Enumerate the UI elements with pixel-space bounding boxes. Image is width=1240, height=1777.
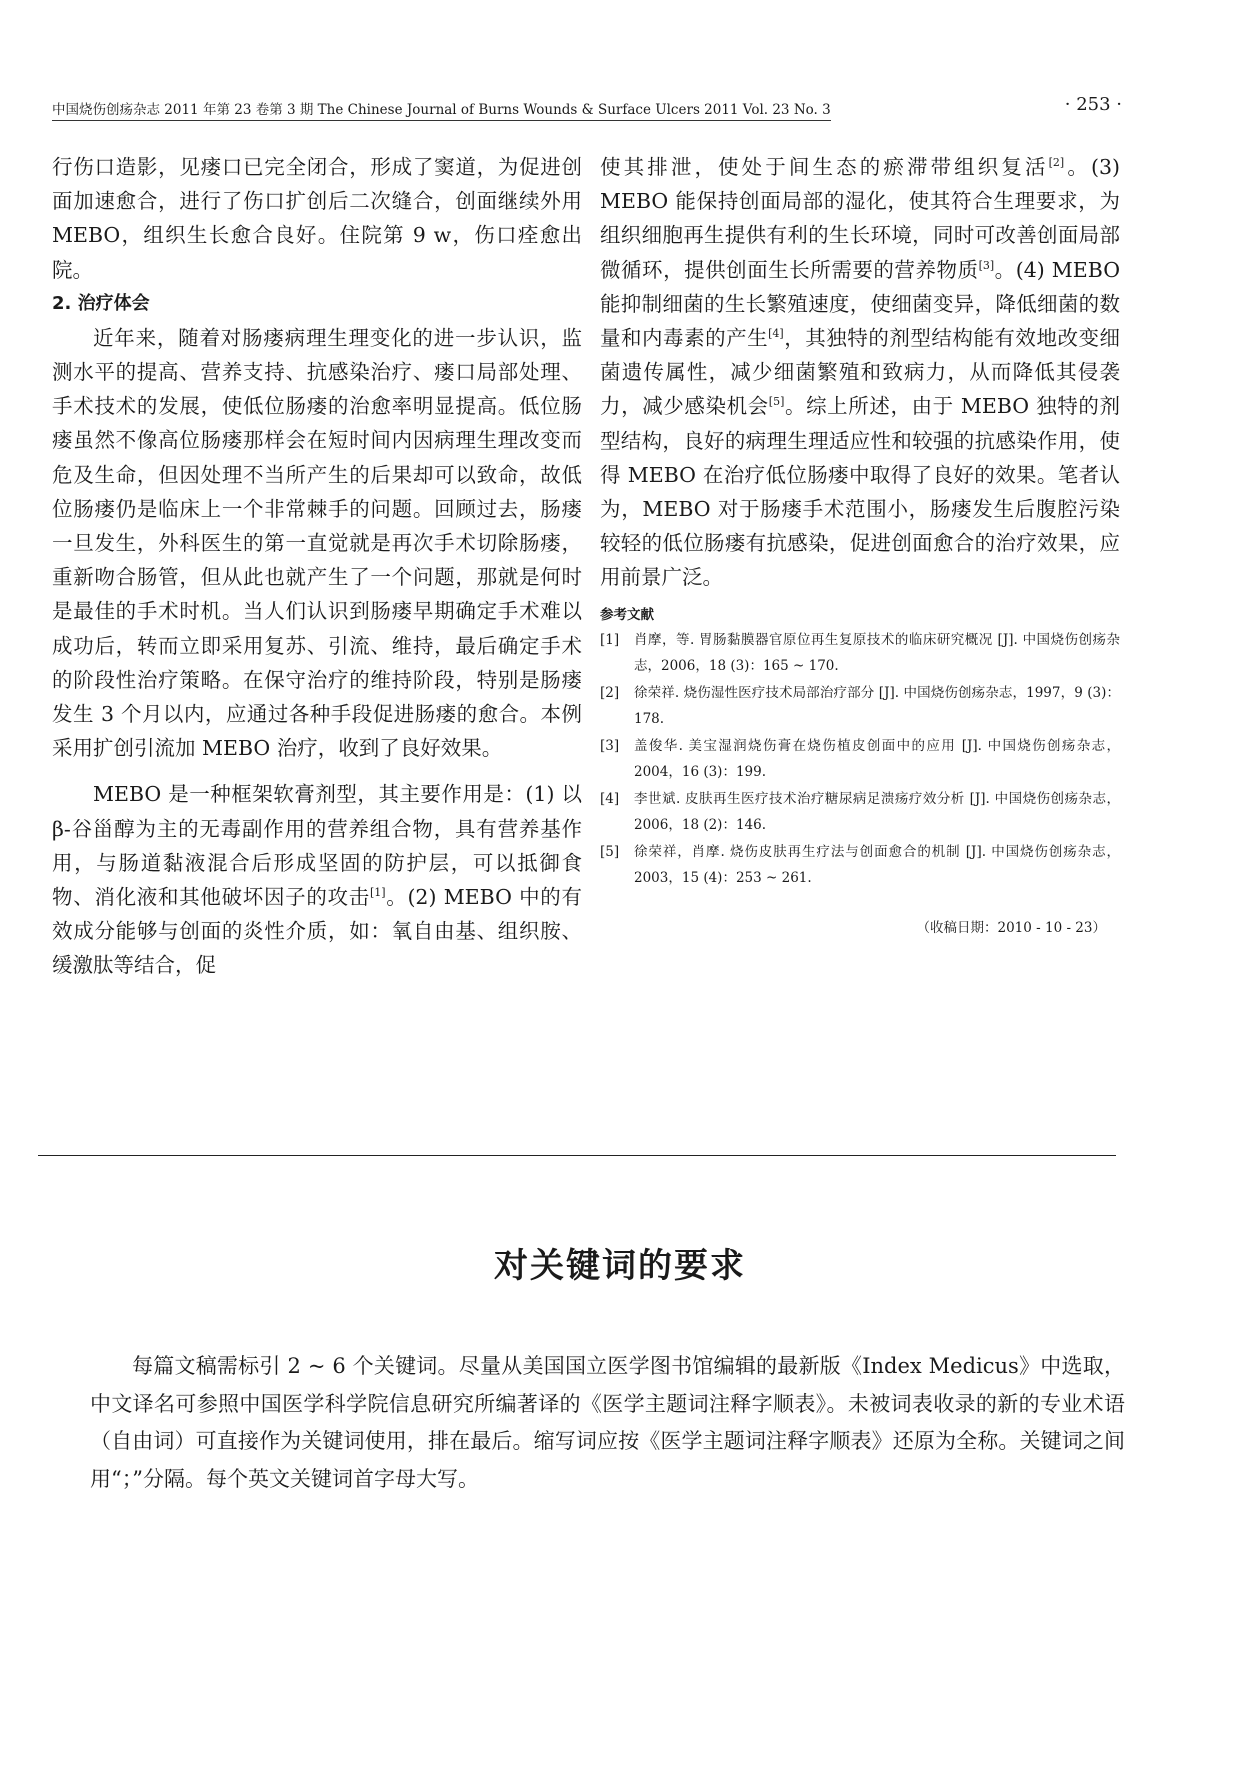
references-heading: 参考文献: [600, 606, 654, 623]
notice-title: 对关键词的要求: [494, 1246, 746, 1286]
reference-item: [600, 733, 1120, 786]
mebo-mechanism-paragraph: [52, 777, 582, 982]
notice-text: 每篇文稿需标引 2 ~ 6 个关键词。尽量从美国国立医学图书馆编辑的最新版《Index Medicus》中选取，中文译名可参照中国医学科学院信息研究所编著译的《医学主题词注释字顺表》。未被词表收录的新的专业术语（自由词）可直接作为关键词使用，排在最后。缩写词应按《医学主题词注释字顺表》还原为全称。关键词之间用“；”分隔。每个英文关键词首字母大写。: [90, 1354, 1125, 1491]
discussion-paragraph: 近年来，随着对肠瘘病理生理变化的进一步认识，监测水平的提高、营养支持、抗感染治疗、瘘口局部处理、手术技术的发展，使低位肠瘘的治愈率明显提高。低位肠瘘虽然不像高位肠瘘那样会在短时间内因病理生理改变而危及生命，但因处理不当所产生的后果却可以致命，故低位肠瘘仍是临床上一个非常棘手的问题。回顾过去，肠瘘一旦发生，外科医生的第一直觉就是再次手术切除肠瘘，重新吻合肠管，但从此也就产生了一个问题，那就是何时是最佳的手术时机。当人们认识到肠瘘早期确定手术难以成功后，转而立即采用复苏、引流、维持，最后确定手术的阶段性治疗策略。在保守治疗的维持阶段，特别是肠瘘发生 3 个月以内，应通过各种手段促进肠瘘的愈合。本例采用扩创引流加 MEBO 治疗，收到了良好效果。: [52, 325, 582, 761]
text-run: ，其独特的剂型结构能有效地改变细菌遗传属性，减少细菌繁殖和致病力，从而降低其侵袭力，减少感染机会: [600, 326, 1121, 419]
reference-list: [600, 627, 1120, 892]
text-run: 。(3) MEBO 能保持创面局部的湿化，使其符合生理要求，为组织细胞再生提供有利的生长环境，同时可改善创面局部微循环，提供创面生长所需要的营养物质: [600, 155, 1120, 282]
case-continuation-paragraph: 行伤口造影，见瘘口已完全闭合，形成了窦道，为促进创面加速愈合，进行了伤口扩创后二次缝合，创面继续外用 MEBO，组织生长愈合良好。住院第 9 w，伤口痊愈出院。: [52, 155, 582, 282]
citation-mark: [2]: [1048, 156, 1065, 170]
reference-text: 盖俊华. 美宝湿润烧伤膏在烧伤植皮创面中的应用 [J]. 中国烧伤创疡杂志，2004，16 (3)：199.: [634, 737, 1120, 781]
reference-number: [2]: [600, 684, 620, 701]
journal-citation-line: 中国烧伤创疡杂志 2011 年第 23 卷第 3 期 The Chinese Journal of Burns Wounds & Surface Ulcers 2011 Vol. 23 No. 3: [52, 98, 831, 121]
left-column: [52, 150, 582, 983]
citation-mark: [3]: [978, 258, 995, 272]
right-column: [600, 150, 1120, 936]
section-heading: 2. 治疗体会: [52, 292, 150, 314]
reference-text: 李世斌. 皮肤再生医疗技术治疗糖尿病足溃疡疗效分析 [J]. 中国烧伤创疡杂志，2006，18 (2)：146.: [634, 790, 1120, 834]
reference-number: [4]: [600, 790, 620, 807]
page-number: · 253 ·: [1064, 94, 1122, 115]
reference-number: [5]: [600, 843, 620, 860]
received-date: （收稿日期：2010 - 10 - 23）: [916, 919, 1106, 936]
text-run: 。(2) MEBO 中的有效成分能够与创面的炎性介质，如：氧自由基、组织胺、缓激肽等结合，促: [52, 885, 583, 978]
text-run: 使其排泄，使处于间生态的瘀滞带组织复活: [600, 155, 1049, 179]
citation-mark: [5]: [768, 395, 785, 409]
reference-item: [600, 627, 1120, 680]
notice-body: [90, 1348, 1125, 1498]
reference-text: 徐荣祥. 烧伤湿性医疗技术局部治疗部分 [J]. 中国烧伤创疡杂志，1997，9 (3)：178.: [634, 684, 1120, 728]
text-run: 。(4) MEBO 能抑制细菌的生长繁殖速度，使细菌变异，降低细菌的数量和内毒素的产生: [600, 257, 1121, 351]
reference-item: [600, 839, 1120, 892]
text-run: 。综上所述，由于 MEBO 独特的剂型结构，良好的病理生理适应性和较强的抗感染作用，使得 MEBO 在治疗低位肠瘘中取得了良好的效果。笔者认为，MEBO 对于肠瘘手术范围小，肠瘘发生后腹腔污染较轻的低位肠瘘有抗感染，促进创面愈合的治疗效果，应用前景广泛。: [600, 394, 1121, 590]
running-header: [52, 94, 1122, 124]
citation-mark: [1]: [369, 886, 386, 900]
reference-text: 徐荣祥，肖摩. 烧伤皮肤再生疗法与创面愈合的机制 [J]. 中国烧伤创疡杂志，2003，15 (4)：253 ~ 261.: [634, 843, 1120, 887]
mebo-mechanism-continuation: [600, 150, 1120, 595]
reference-item: [600, 786, 1120, 839]
reference-number: [1]: [600, 631, 620, 648]
reference-text: 肖摩，等. 胃肠黏膜器官原位再生复原技术的临床研究概况 [J]. 中国烧伤创疡杂志，2006，18 (3)：165 ~ 170.: [634, 631, 1120, 675]
citation-mark: [4]: [768, 327, 784, 341]
reference-number: [3]: [600, 737, 620, 754]
text-run: MEBO 是一种框架软膏剂型，其主要作用是：(1) 以 β-谷甾醇为主的无毒副作用的营养组合物，具有营养基作用，与肠道黏液混合后形成坚固的防护层，可以抵御食物、消化液和其他破坏因子的攻击: [52, 782, 582, 910]
reference-item: [600, 680, 1120, 733]
section-divider: [38, 1155, 1116, 1156]
